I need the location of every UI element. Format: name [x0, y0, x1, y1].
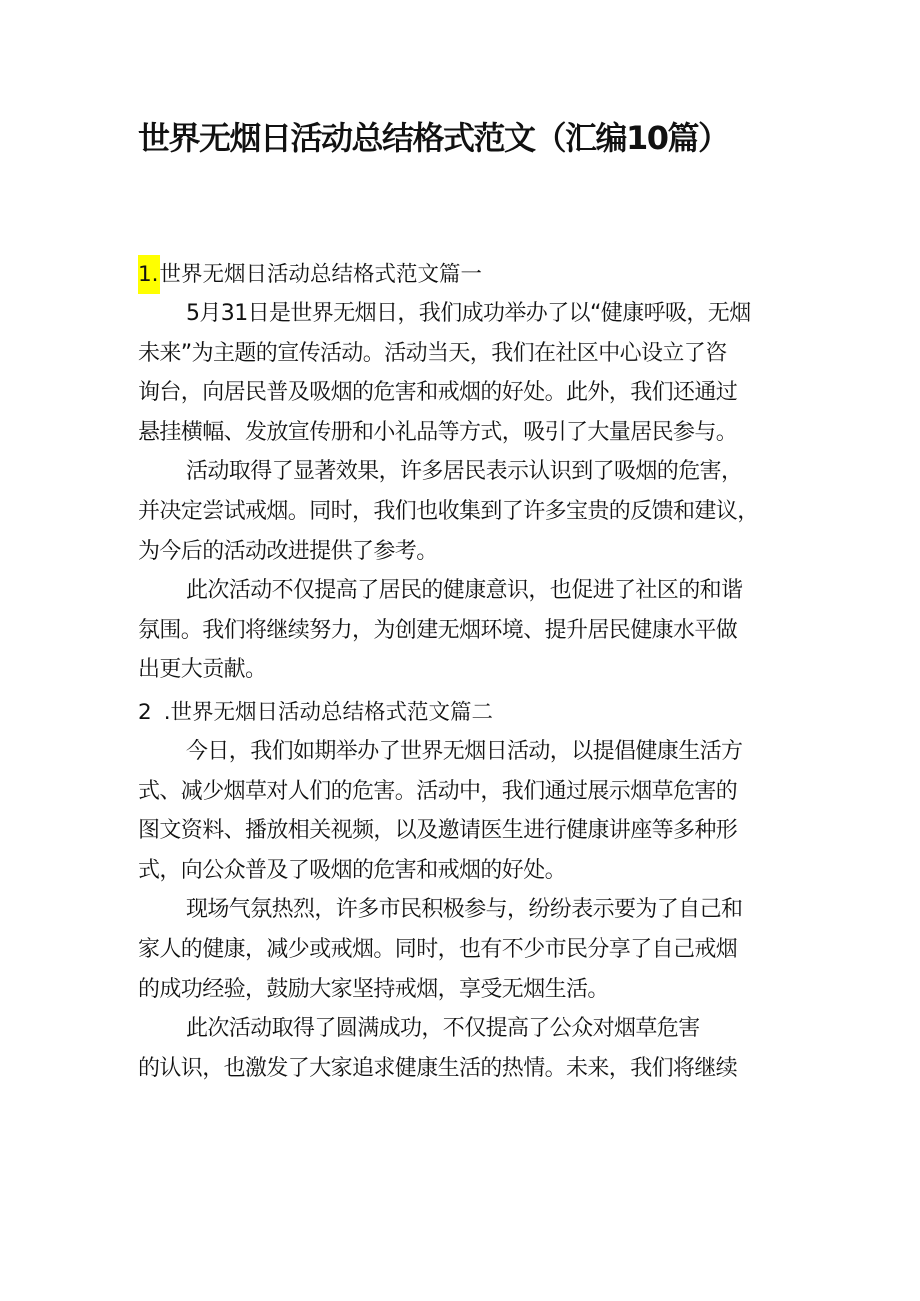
text-line: 5月31日是世界无烟日，我们成功举办了以“健康呼吸，无烟	[186, 301, 751, 326]
text-line: 现场气氛热烈，许多市民积极参与，纷纷表示要为了自己和	[186, 897, 743, 923]
text-line: 的成功经验，鼓励大家坚持戒烟，享受无烟生活。	[138, 976, 609, 1002]
paragraph	[138, 294, 788, 452]
section-heading-text: .世界无烟日活动总结格式范文篇二	[163, 699, 494, 725]
text-line: 活动取得了显著效果，许多居民表示认识到了吸烟的危害，	[186, 459, 743, 485]
text-line: 的认识，也激发了大家追求健康生活的热情。未来，我们将继续	[138, 1055, 738, 1081]
text-line: 此次活动取得了圆满成功，不仅提高了公众对烟草危害	[186, 1016, 700, 1042]
text-line: 悬挂横幅、发放宣传册和小礼品等方式，吸引了大量居民参与。	[138, 419, 738, 445]
section-number-highlighted: 1.	[138, 255, 160, 294]
text-line: 此次活动不仅提高了居民的健康意识，也促进了社区的和谐	[186, 578, 743, 604]
text-line: 未来”为主题的宣传活动。活动当天，我们在社区中心设立了咨	[138, 340, 727, 366]
paragraph	[138, 571, 788, 690]
text-line: 家人的健康，减少或戒烟。同时，也有不少市民分享了自己戒烟	[138, 936, 738, 962]
paragraph	[138, 732, 788, 890]
paragraph	[138, 1009, 788, 1088]
section-heading-1	[138, 255, 788, 294]
text-line: 图文资料、播放相关视频，以及邀请医生进行健康讲座等多种形	[138, 818, 738, 844]
section-heading-text: 世界无烟日活动总结格式范文篇一	[159, 262, 483, 287]
text-line: 式，向公众普及了吸烟的危害和戒烟的好处。	[138, 857, 567, 883]
text-line: 氛围。我们将继续努力，为创建无烟环境、提升居民健康水平做	[138, 617, 738, 643]
section-heading-2	[138, 693, 788, 732]
text-line: 并决定尝试戒烟。同时，我们也收集到了许多宝贵的反馈和建议，	[138, 498, 759, 524]
document-body	[138, 255, 788, 1088]
text-line: 询台，向居民普及吸烟的危害和戒烟的好处。此外，我们还通过	[138, 380, 738, 406]
text-line: 为今后的活动改进提供了参考。	[138, 538, 438, 564]
paragraph	[138, 452, 788, 571]
text-line: 今日，我们如期举办了世界无烟日活动，以提倡健康生活方	[186, 738, 743, 764]
paragraph	[138, 890, 788, 1009]
text-line: 式、减少烟草对人们的危害。活动中，我们通过展示烟草危害的	[138, 778, 738, 804]
section-number: 2	[138, 699, 152, 725]
text-line: 出更大贡献。	[138, 657, 267, 683]
document-title: 世界无烟日活动总结格式范文（汇编10篇）	[138, 119, 729, 157]
